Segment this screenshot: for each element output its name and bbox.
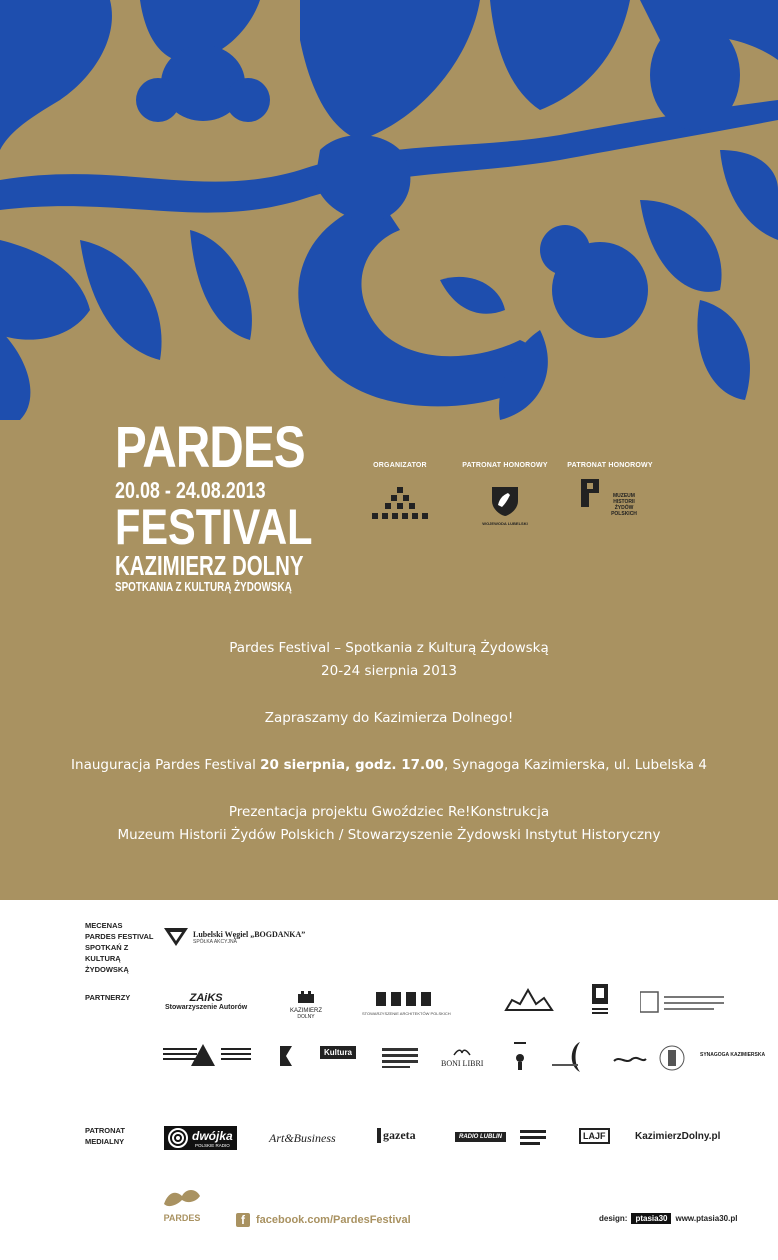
media-logo-kazimierzdolny: KazimierzDolny.pl <box>635 1131 721 1142</box>
invitation-text <box>0 637 778 847</box>
media-label: PATRONAT MEDIALNY <box>85 1126 125 1146</box>
partner-logo-zaiks: ZAiKS Stowarzyszenie Autorów <box>165 992 248 1011</box>
floral-ornament <box>0 0 778 430</box>
partners-label: PARTNERZY <box>85 993 131 1002</box>
festival-place: KAZIMIERZ DOLNY <box>115 550 304 581</box>
bogdanka-logo <box>163 926 305 948</box>
pardes-tree-icon <box>162 1186 202 1208</box>
partner-logo-kultura: Kultura <box>320 1046 356 1059</box>
festival-title-block <box>115 415 313 594</box>
radio-target-icon <box>168 1128 188 1148</box>
pardes-footer-logo: PARDES <box>162 1186 202 1223</box>
partner-logo-kazimierz: KAZIMIERZ DOLNY <box>290 990 322 1020</box>
media-logo-radio-lublin: RADIO LUBLIN <box>455 1132 506 1142</box>
facebook-url: facebook.com/PardesFestival <box>256 1214 411 1226</box>
festival-subtitle: SPOTKANIA Z KULTURĄ ŻYDOWSKĄ <box>115 579 292 594</box>
invitation-line-2: 20-24 sierpnia 2013 <box>321 663 457 679</box>
design-badge: ptasia30 <box>631 1213 671 1224</box>
sarp-mark-icon <box>366 992 446 1006</box>
media-logo-e <box>520 1128 546 1153</box>
design-label: design: <box>599 1214 628 1223</box>
partner-logo-5 <box>590 984 610 1023</box>
inauguration-venue: , Synagoga Kazimierska, ul. Lubelska 4 <box>443 757 707 773</box>
bogdanka-sub: SPÓŁKA AKCYJNA <box>193 938 237 945</box>
patron-caption-1: WOJEWODA LUBELSKI <box>482 521 528 526</box>
partner-logo-sarp: STOWARZYSZENIE ARCHITEKTÓW POLSKICH <box>362 992 451 1016</box>
festival-word: FESTIVAL <box>115 499 313 555</box>
synagogue-logo-icon <box>355 485 445 529</box>
facebook-link[interactable] <box>236 1213 411 1227</box>
partner-logo-4 <box>502 986 556 1019</box>
partner-logo-f <box>512 1040 528 1075</box>
patron-caption-2: MUZEUM HISTORII ŻYDÓW POLSKICH <box>611 493 637 517</box>
partner-logo-b <box>276 1044 296 1073</box>
invitation-line-3: Zapraszamy do Kazimierza Dolnego! <box>264 710 514 726</box>
book-icon <box>452 1047 472 1057</box>
patron-column-2 <box>565 462 655 517</box>
invitation-line-4 <box>0 754 778 777</box>
inauguration-text: Inauguracja Pardes Festival <box>71 757 261 773</box>
design-credit <box>599 1213 737 1224</box>
partner-logo-synagoga: SYNAGOGA KAZIMIERSKA <box>700 1052 766 1058</box>
bogdanka-name: Lubelski Węgiel „BOGDANKA” <box>193 929 306 939</box>
patron-label-1: PATRONAT HONOROWY <box>462 462 548 469</box>
festival-dates: 20.08 - 24.08.2013 <box>115 477 266 503</box>
castle-icon <box>298 991 314 1003</box>
media-logo-dwojka: dwójka POLSKIE RADIO <box>164 1126 237 1150</box>
festival-name: PARDES <box>115 415 305 480</box>
museum-p-logo-icon <box>565 477 655 517</box>
patron-label-2: PATRONAT HONOROWY <box>567 462 653 469</box>
organizer-label: ORGANIZATOR <box>373 462 427 469</box>
bogdanka-mark-icon <box>163 926 189 948</box>
invitation-line-5: Prezentacja projektu Gwoździec Re!Konstrukcja <box>228 804 550 820</box>
partner-logo-d <box>382 1046 418 1075</box>
mecenas-label: MECENAS PARDES FESTIVAL SPOTKAŃ Z KULTURĄ ŻYDOWSKĄ <box>85 921 154 974</box>
design-url[interactable]: www.ptasia30.pl <box>675 1214 738 1223</box>
partner-logo-fodz <box>163 1040 253 1070</box>
organizer-column <box>355 462 445 529</box>
partner-logo-6 <box>640 990 728 1019</box>
invitation-line-1: Pardes Festival – Spotkania z Kulturą Żydowską <box>229 640 549 656</box>
partner-logo-h <box>612 1052 648 1070</box>
patron-column-1 <box>460 462 550 526</box>
invitation-line-6: Muzeum Historii Żydów Polskich / Stowarzyszenie Żydowski Instytut Historyczny <box>117 827 661 843</box>
facebook-icon: f <box>236 1213 250 1227</box>
partner-logo-i <box>658 1042 686 1079</box>
media-logo-gazeta: gazeta <box>377 1128 416 1143</box>
inauguration-date: 20 sierpnia, godz. 17.00 <box>260 757 444 773</box>
partner-logo-boni-libri: BONI LIBRI <box>441 1047 483 1068</box>
media-logo-artbusiness: Art&Business <box>269 1131 336 1145</box>
coat-of-arms-icon <box>460 485 550 526</box>
media-logo-lajf: LAJF <box>579 1128 610 1144</box>
partner-logo-g <box>552 1040 596 1079</box>
